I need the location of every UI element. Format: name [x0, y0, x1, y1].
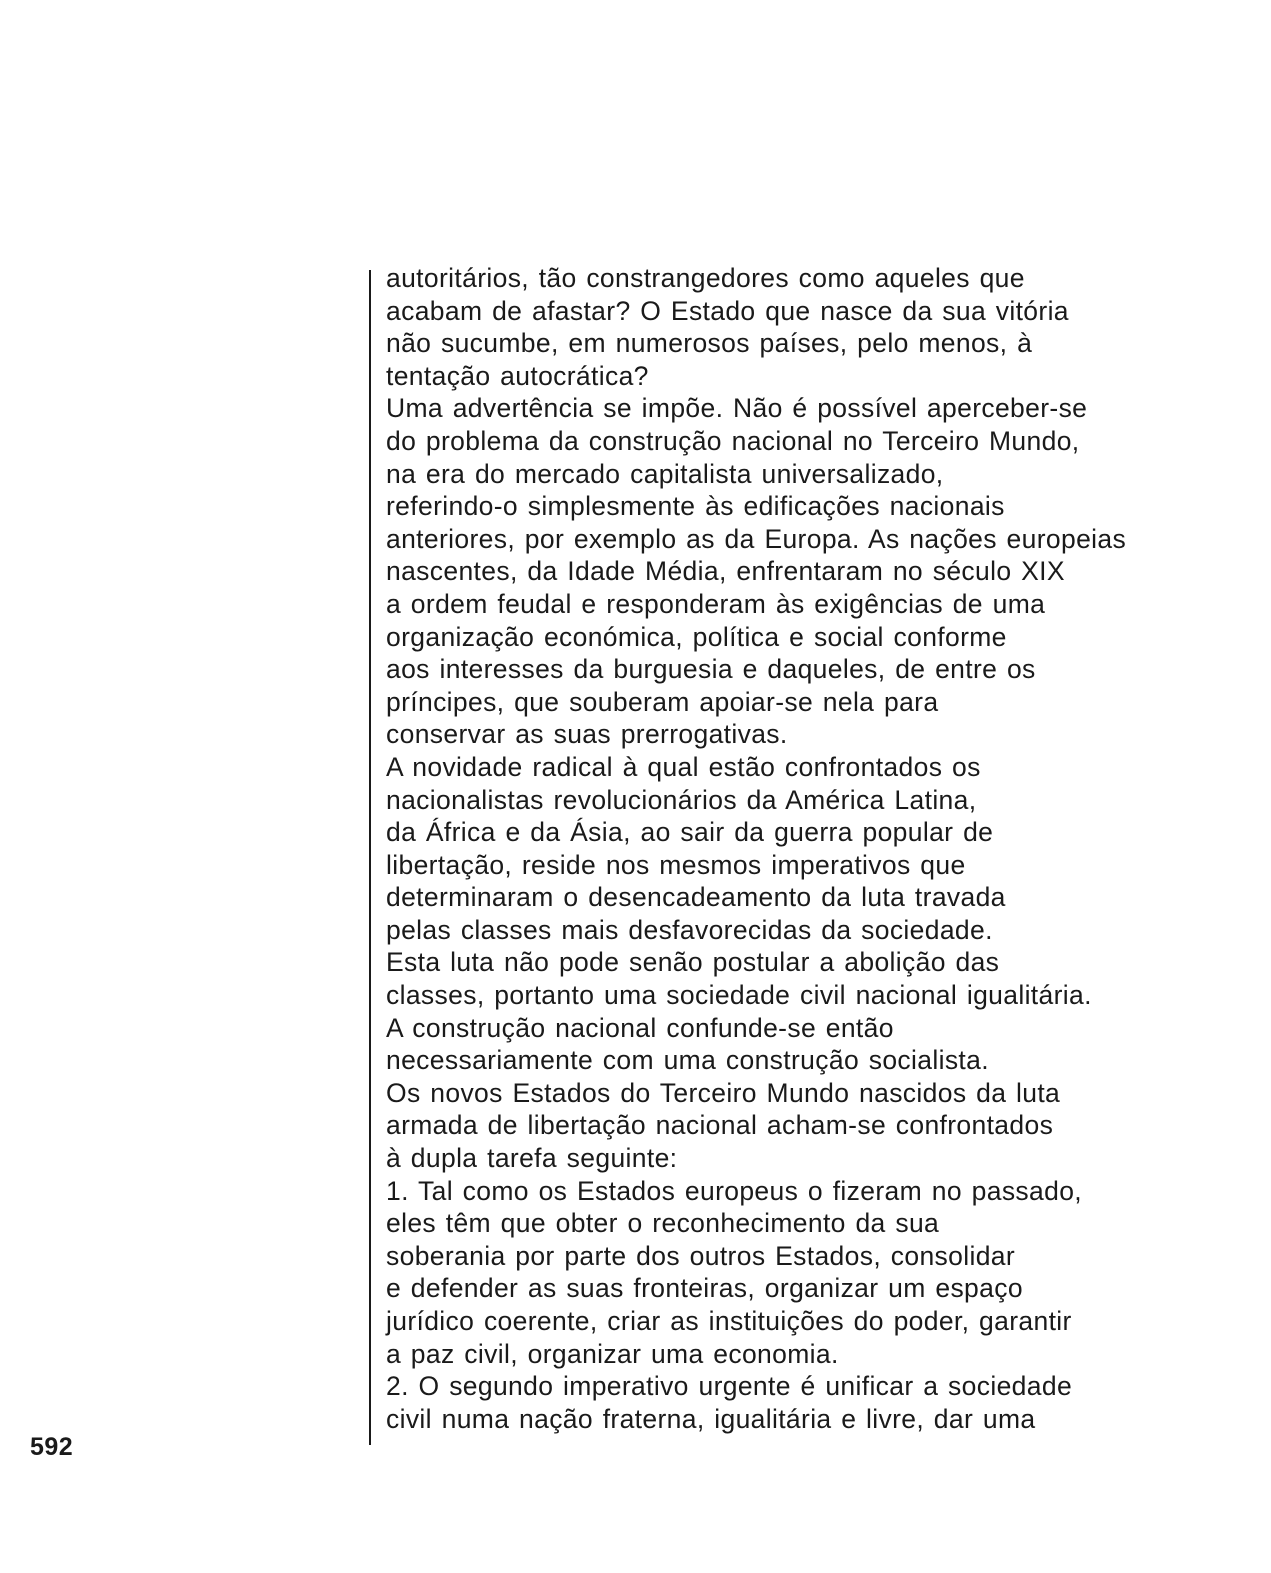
- text-line: pelas classes mais desfavorecidas da sociedade.: [386, 914, 993, 945]
- text-line: referindo-o simplesmente às edificações nacionais: [386, 491, 1005, 522]
- text-line: 1. Tal como os Estados europeus o fizeram no passado,: [386, 1175, 1082, 1206]
- margin-rule: [369, 270, 371, 1445]
- text-line: a ordem feudal e responderam às exigências de uma: [386, 588, 1046, 619]
- text-line: Os novos Estados do Terceiro Mundo nascidos da luta: [386, 1077, 1061, 1108]
- page-number: 592: [30, 1433, 74, 1461]
- text-line: a paz civil, organizar uma economia.: [386, 1338, 839, 1369]
- text-line: na era do mercado capitalista universalizado,: [386, 458, 944, 489]
- text-line: nascentes, da Idade Média, enfrentaram no século XIX: [386, 556, 1065, 587]
- text-line: Esta luta não pode senão postular a abolição das: [386, 947, 1000, 978]
- text-line: nacionalistas revolucionários da América Latina,: [386, 784, 977, 815]
- text-line: acabam de afastar? O Estado que nasce da sua vitória: [386, 295, 1069, 326]
- text-line: do problema da construção nacional no Terceiro Mundo,: [386, 425, 1080, 456]
- text-line: 2. O segundo imperativo urgente é unificar a sociedade: [386, 1371, 1073, 1402]
- text-line: organização económica, política e social conforme: [386, 621, 1007, 652]
- text-line: A construção nacional confunde-se então: [386, 1012, 894, 1043]
- text-line: aos interesses da burguesia e daqueles, de entre os: [386, 654, 1036, 685]
- text-line: não sucumbe, em numerosos países, pelo menos, à: [386, 328, 1033, 359]
- text-line: determinaram o desencadeamento da luta travada: [386, 882, 1006, 913]
- body-text: [386, 262, 1226, 1435]
- text-line: armada de libertação nacional acham-se confrontados: [386, 1110, 1054, 1141]
- text-line: libertação, reside nos mesmos imperativos que: [386, 849, 966, 880]
- text-line: classes, portanto uma sociedade civil nacional igualitária.: [386, 980, 1092, 1011]
- text-line: jurídico coerente, criar as instituições do poder, garantir: [386, 1306, 1072, 1336]
- text-line: da África e da Ásia, ao sair da guerra popular de: [386, 817, 994, 848]
- text-line: Uma advertência se impõe. Não é possível aperceber-se: [386, 393, 1088, 424]
- text-line: à dupla tarefa seguinte:: [386, 1143, 678, 1174]
- text-line: autoritários, tão constrangedores como aqueles que: [386, 263, 1025, 293]
- text-line: A novidade radical à qual estão confrontados os: [386, 751, 981, 782]
- text-line: tentação autocrática?: [386, 360, 649, 391]
- text-line: conservar as suas prerrogativas.: [386, 719, 788, 750]
- text-line: e defender as suas fronteiras, organizar um espaço: [386, 1273, 1023, 1304]
- text-line: eles têm que obter o reconhecimento da sua: [386, 1208, 940, 1239]
- text-line: anteriores, por exemplo as da Europa. As nações europeias: [386, 523, 1127, 554]
- text-line: soberania por parte dos outros Estados, consolidar: [386, 1240, 1016, 1271]
- text-line: necessariamente com uma construção socialista.: [386, 1045, 989, 1076]
- text-line: príncipes, que souberam apoiar-se nela para: [386, 686, 939, 717]
- text-line: civil numa nação fraterna, igualitária e livre, dar uma: [386, 1403, 1036, 1434]
